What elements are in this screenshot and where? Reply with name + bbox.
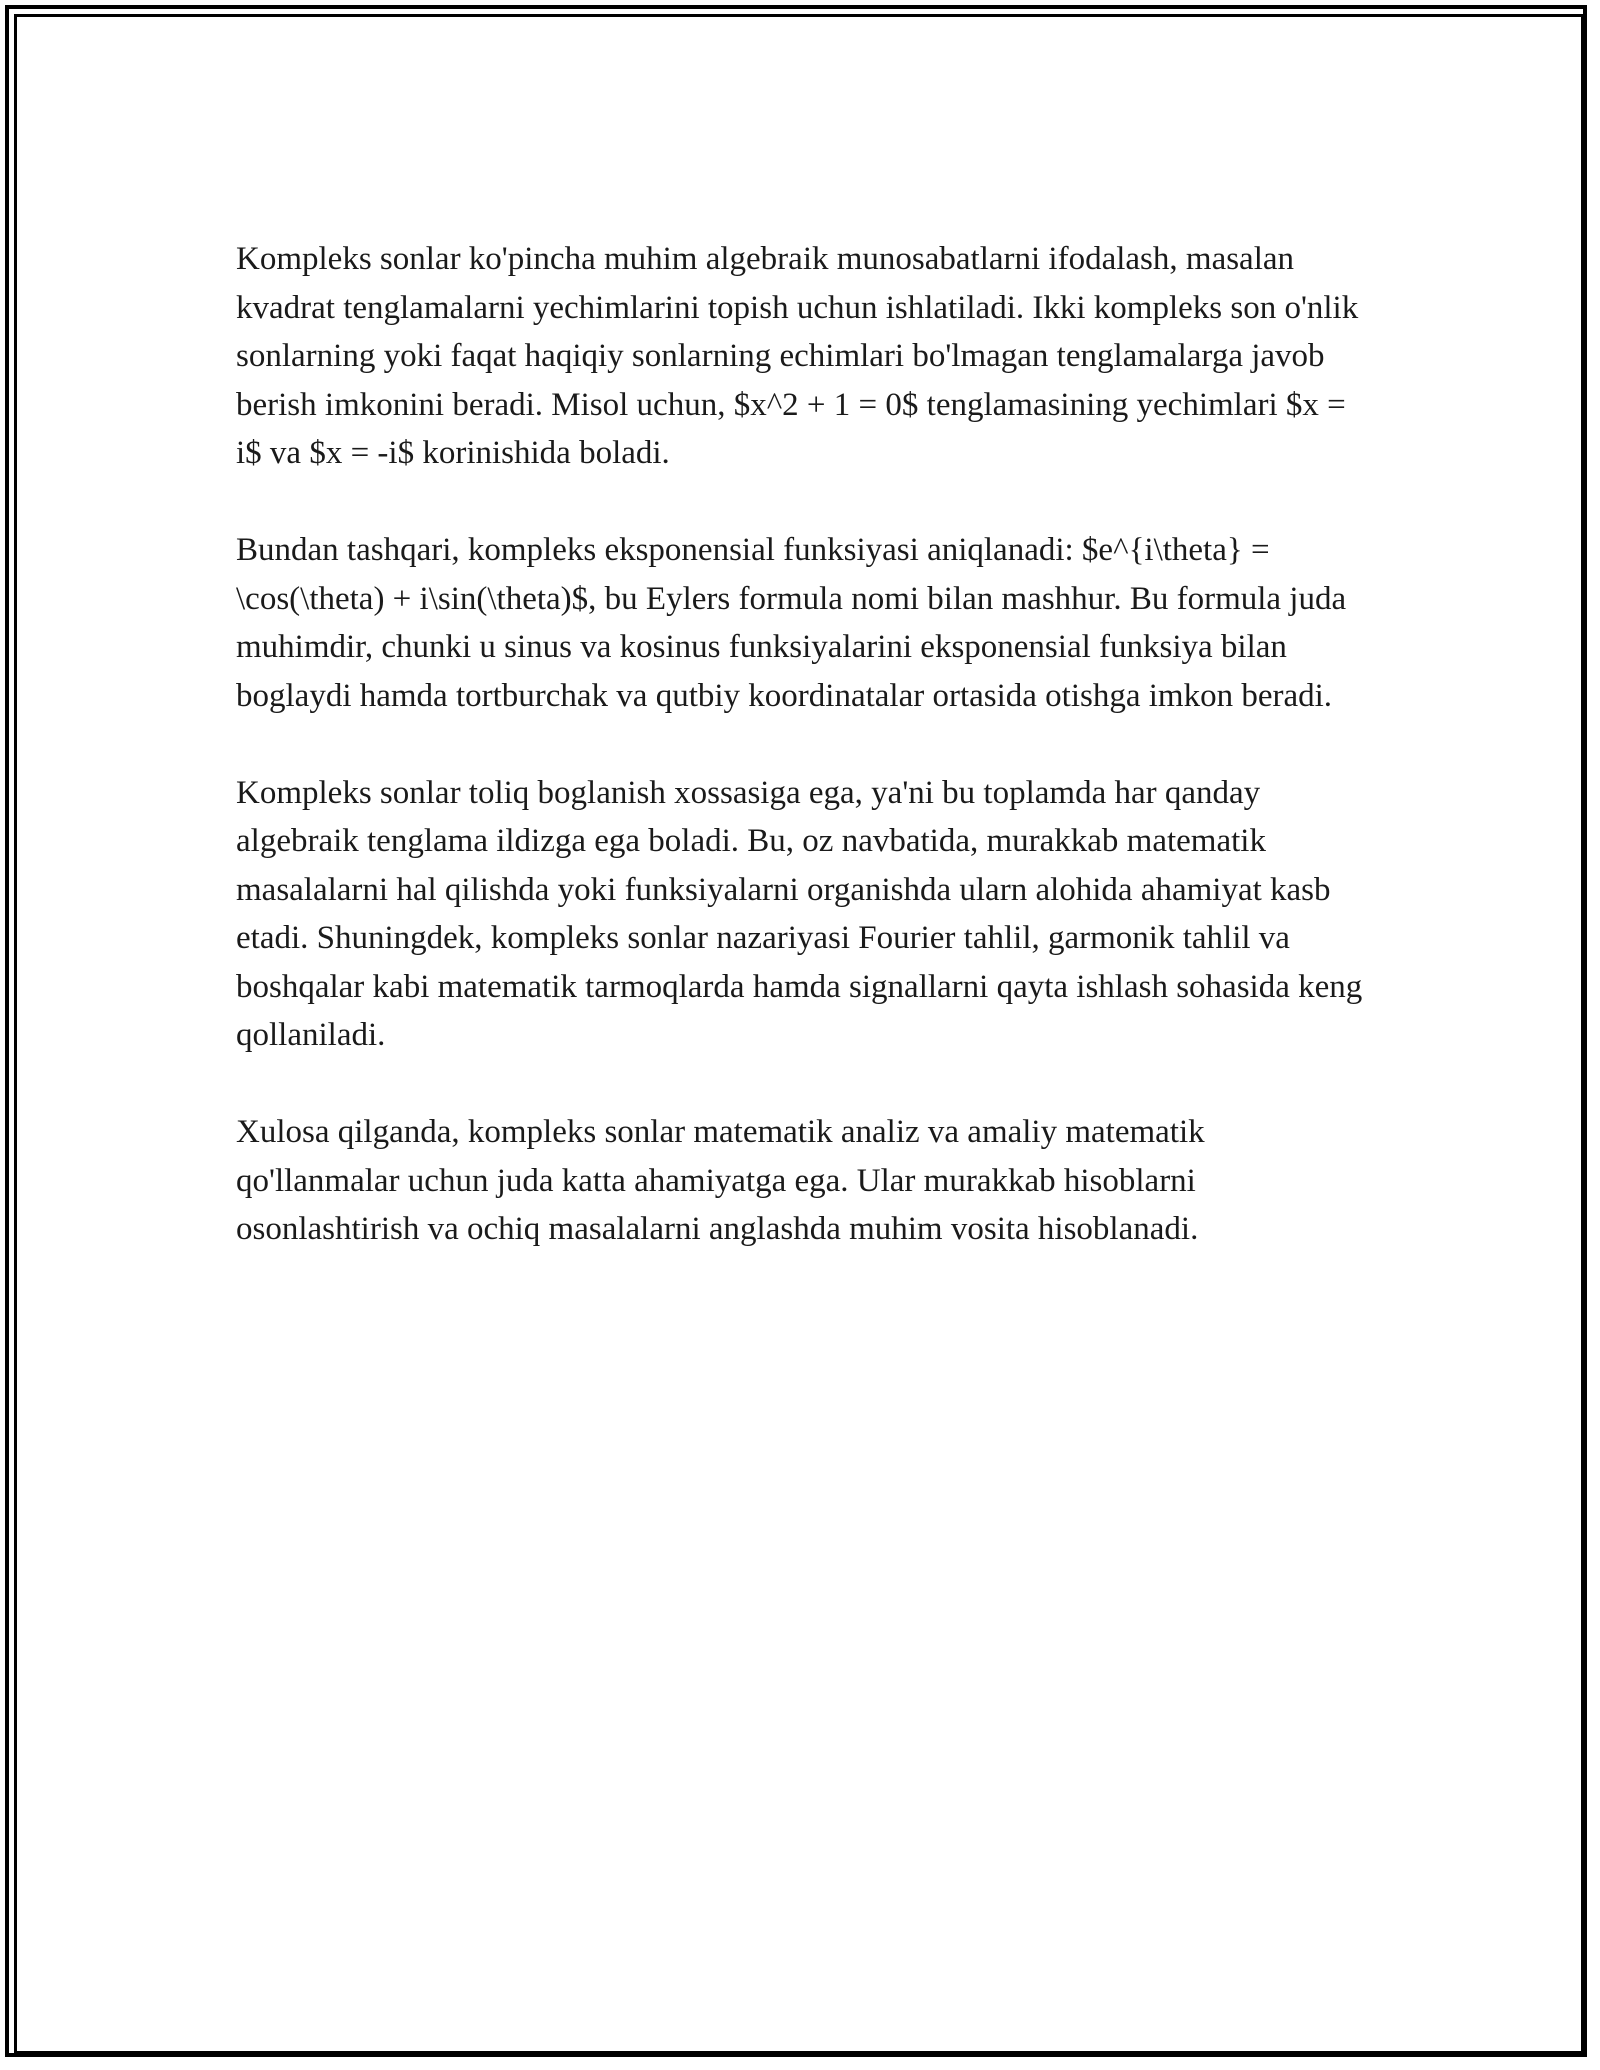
paragraph-4: Xulosa qilganda, kompleks sonlar matematik analiz va amaliy matematik qo'llanmalar uchun juda katta ahamiyatga ega. Ular murakkab hisoblarni osonlashtirish va ochiq masalalarni anglashda muhim vosita hisoblanadi. bbox=[236, 1114, 1205, 1247]
document-body bbox=[236, 235, 1371, 1302]
paragraph-1: Kompleks sonlar ko'pincha muhim algebraik munosabatlarni ifodalash, masalan kvadrat tenglamalarni yechimlarini topish uchun ishlatiladi. Ikki kompleks son o'nlik sonlarning yoki faqat haqiqiy sonlarning echimlari bo'lmagan tenglamalarga javob berish imkonini beradi. Misol uchun, $x^2 + 1 = 0$ tenglamasining yechimlari $x = i$ va $x = -i$ korinishida boladi. bbox=[236, 241, 1359, 471]
paragraph-3: Kompleks sonlar toliq boglanish xossasiga ega, ya'ni bu toplamda har qanday algebraik tenglama ildizga ega boladi. Bu, oz navbatida, murakkab matematik masalalarni hal qilishda yoki funksiyalarni organishda ularn alohida ahamiyat kasb etadi. Shuningdek, kompleks sonlar nazariyasi Fourier tahlil, garmonik tahlil va boshqalar kabi matematik tarmoqlarda hamda signallarni qayta ishlash sohasida keng qollaniladi. bbox=[236, 774, 1363, 1053]
paragraph-2: Bundan tashqari, kompleks eksponensial funksiyasi aniqlanadi: $e^{i\theta} = \cos(\theta) + i\sin(\theta)$, bu Eylers formula nomi bilan mashhur. Bu formula juda muhimdir, chunki u sinus va kosinus funksiyalarini eksponensial funksiya bilan boglaydi hamda tortburchak va qutbiy koordinatalar ortasida otishga imkon beradi. bbox=[236, 532, 1347, 714]
